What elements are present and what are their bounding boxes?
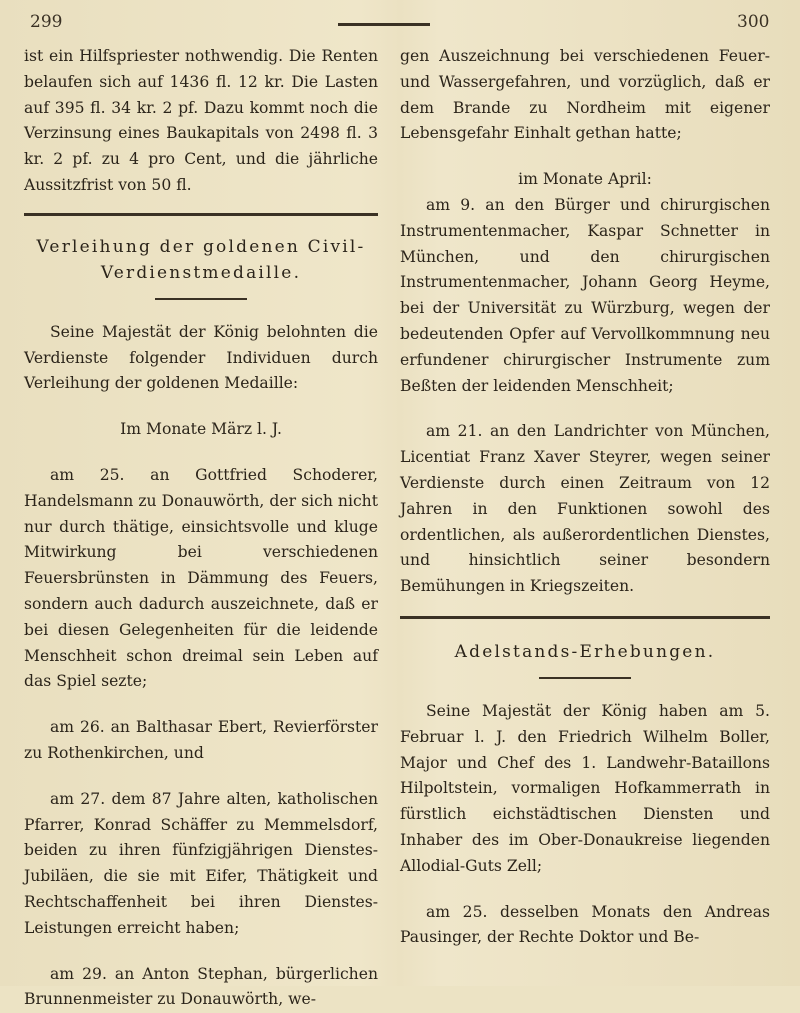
intro-paragraph: Seine Majestät der König belohnten die Verdienste folgender Individuen durch Verleihung der goldenen Medaille:: [24, 322, 378, 393]
header-rule: [338, 23, 430, 26]
section-heading-line2: Verdienstmedaille.: [100, 262, 302, 283]
heading-underline-adel: [539, 677, 631, 679]
section-divider-rule: [24, 213, 378, 216]
section-divider-rule-right: [400, 616, 770, 619]
section-heading-adel: Adelstands-Erhebungen.: [454, 641, 716, 662]
pension-paragraph: ist ein Hilfspriester nothwendig. Die Renten belaufen sich auf 1436 fl. 12 kr. Die Lasten auf 395 fl. 34 kr. 2 pf. Dazu kommt noch die Verzinsung eines Baukapitals von 2498 fl. 3 kr. 2 pf. zu 4 pro Cent, und die jährliche Aussitzfrist von 50 fl.: [24, 47, 378, 194]
entry-march-26: am 26. an Balthasar Ebert, Revierförster zu Rothenkirchen, und: [24, 718, 378, 762]
right-column: [400, 44, 770, 951]
page-number-right: 300: [737, 12, 770, 32]
month-heading-april: im Monate April:: [518, 170, 652, 189]
adel-paragraph-1: Seine Majestät der König haben am 5. Februar l. J. den Friedrich Wilhelm Boller, Major und Chef des 1. Landwehr-Bataillons Hilpoltstein, vormaligen Hofkammerrath in fürstlich eichstädtischen Diensten und Inhaber des im Ober-Donaukreise liegenden Allodial-Guts Zell;: [400, 701, 770, 875]
entry-april-9: am 9. an den Bürger und chirurgischen Instrumentenmacher, Kaspar Schnetter in München, und den chirurgischen Instrumentenmacher, Johann Georg Heyme, bei der Universität zu Würzburg, wegen der bedeutenden Opfer auf Vervollkommnung neu erfundener chirurgischer Instrumente zum Beßten der leidenden Menschheit;: [400, 195, 770, 395]
entry-april-21: am 21. an den Landrichter von München, Licentiat Franz Xaver Steyrer, wegen seiner Verdienste durch einen Zeitraum von 12 Jahren in den Funktionen sowohl des ordentlichen, als außerordentlichen Dienstes, und hinsichtlich seiner besondern Bemühungen in Kriegszeiten.: [400, 422, 770, 596]
section-heading-line1: Verleihung der goldenen Civil-: [36, 236, 366, 257]
adel-paragraph-2: am 25. desselben Monats den Andreas Pausinger, der Rechte Doktor und Be-: [400, 902, 770, 947]
continued-paragraph: gen Auszeichnung bei verschiedenen Feuer- und Wassergefahren, und vorzüglich, daß er dem Brande zu Nordheim mit eigener Lebensgefahr Einhalt gethan hatte;: [400, 47, 770, 143]
entry-march-25: am 25. an Gottfried Schoderer, Handelsmann zu Donauwörth, der sich nicht nur durch thätige, einsichtsvolle und kluge Mitwirkung bei verschiedenen Feuersbrünsten in Dämmung des Feuers, sondern auch dadurch auszeichnete, daß er bei diesen Gelegenheiten für die leidende Menschheit schon dreimal sein Leben auf das Spiel sezte;: [24, 465, 378, 691]
month-heading-march: Im Monate März l. J.: [120, 420, 282, 439]
left-column: [24, 44, 378, 1013]
heading-underline: [155, 298, 247, 300]
page-number-left: 299: [30, 12, 63, 32]
entry-march-29: am 29. an Anton Stephan, bürgerlichen Brunnenmeister zu Donauwörth, we-: [24, 964, 378, 1009]
entry-march-27: am 27. dem 87 Jahre alten, katholischen Pfarrer, Konrad Schäffer zu Memmelsdorf, beiden zu ihren fünfzigjährigen Dienstes-Jubiläen, die sie mit Eifer, Thätigkeit und Rechtschaffenheit bei ihren Dienstes-Leistungen erreicht haben;: [24, 789, 378, 937]
